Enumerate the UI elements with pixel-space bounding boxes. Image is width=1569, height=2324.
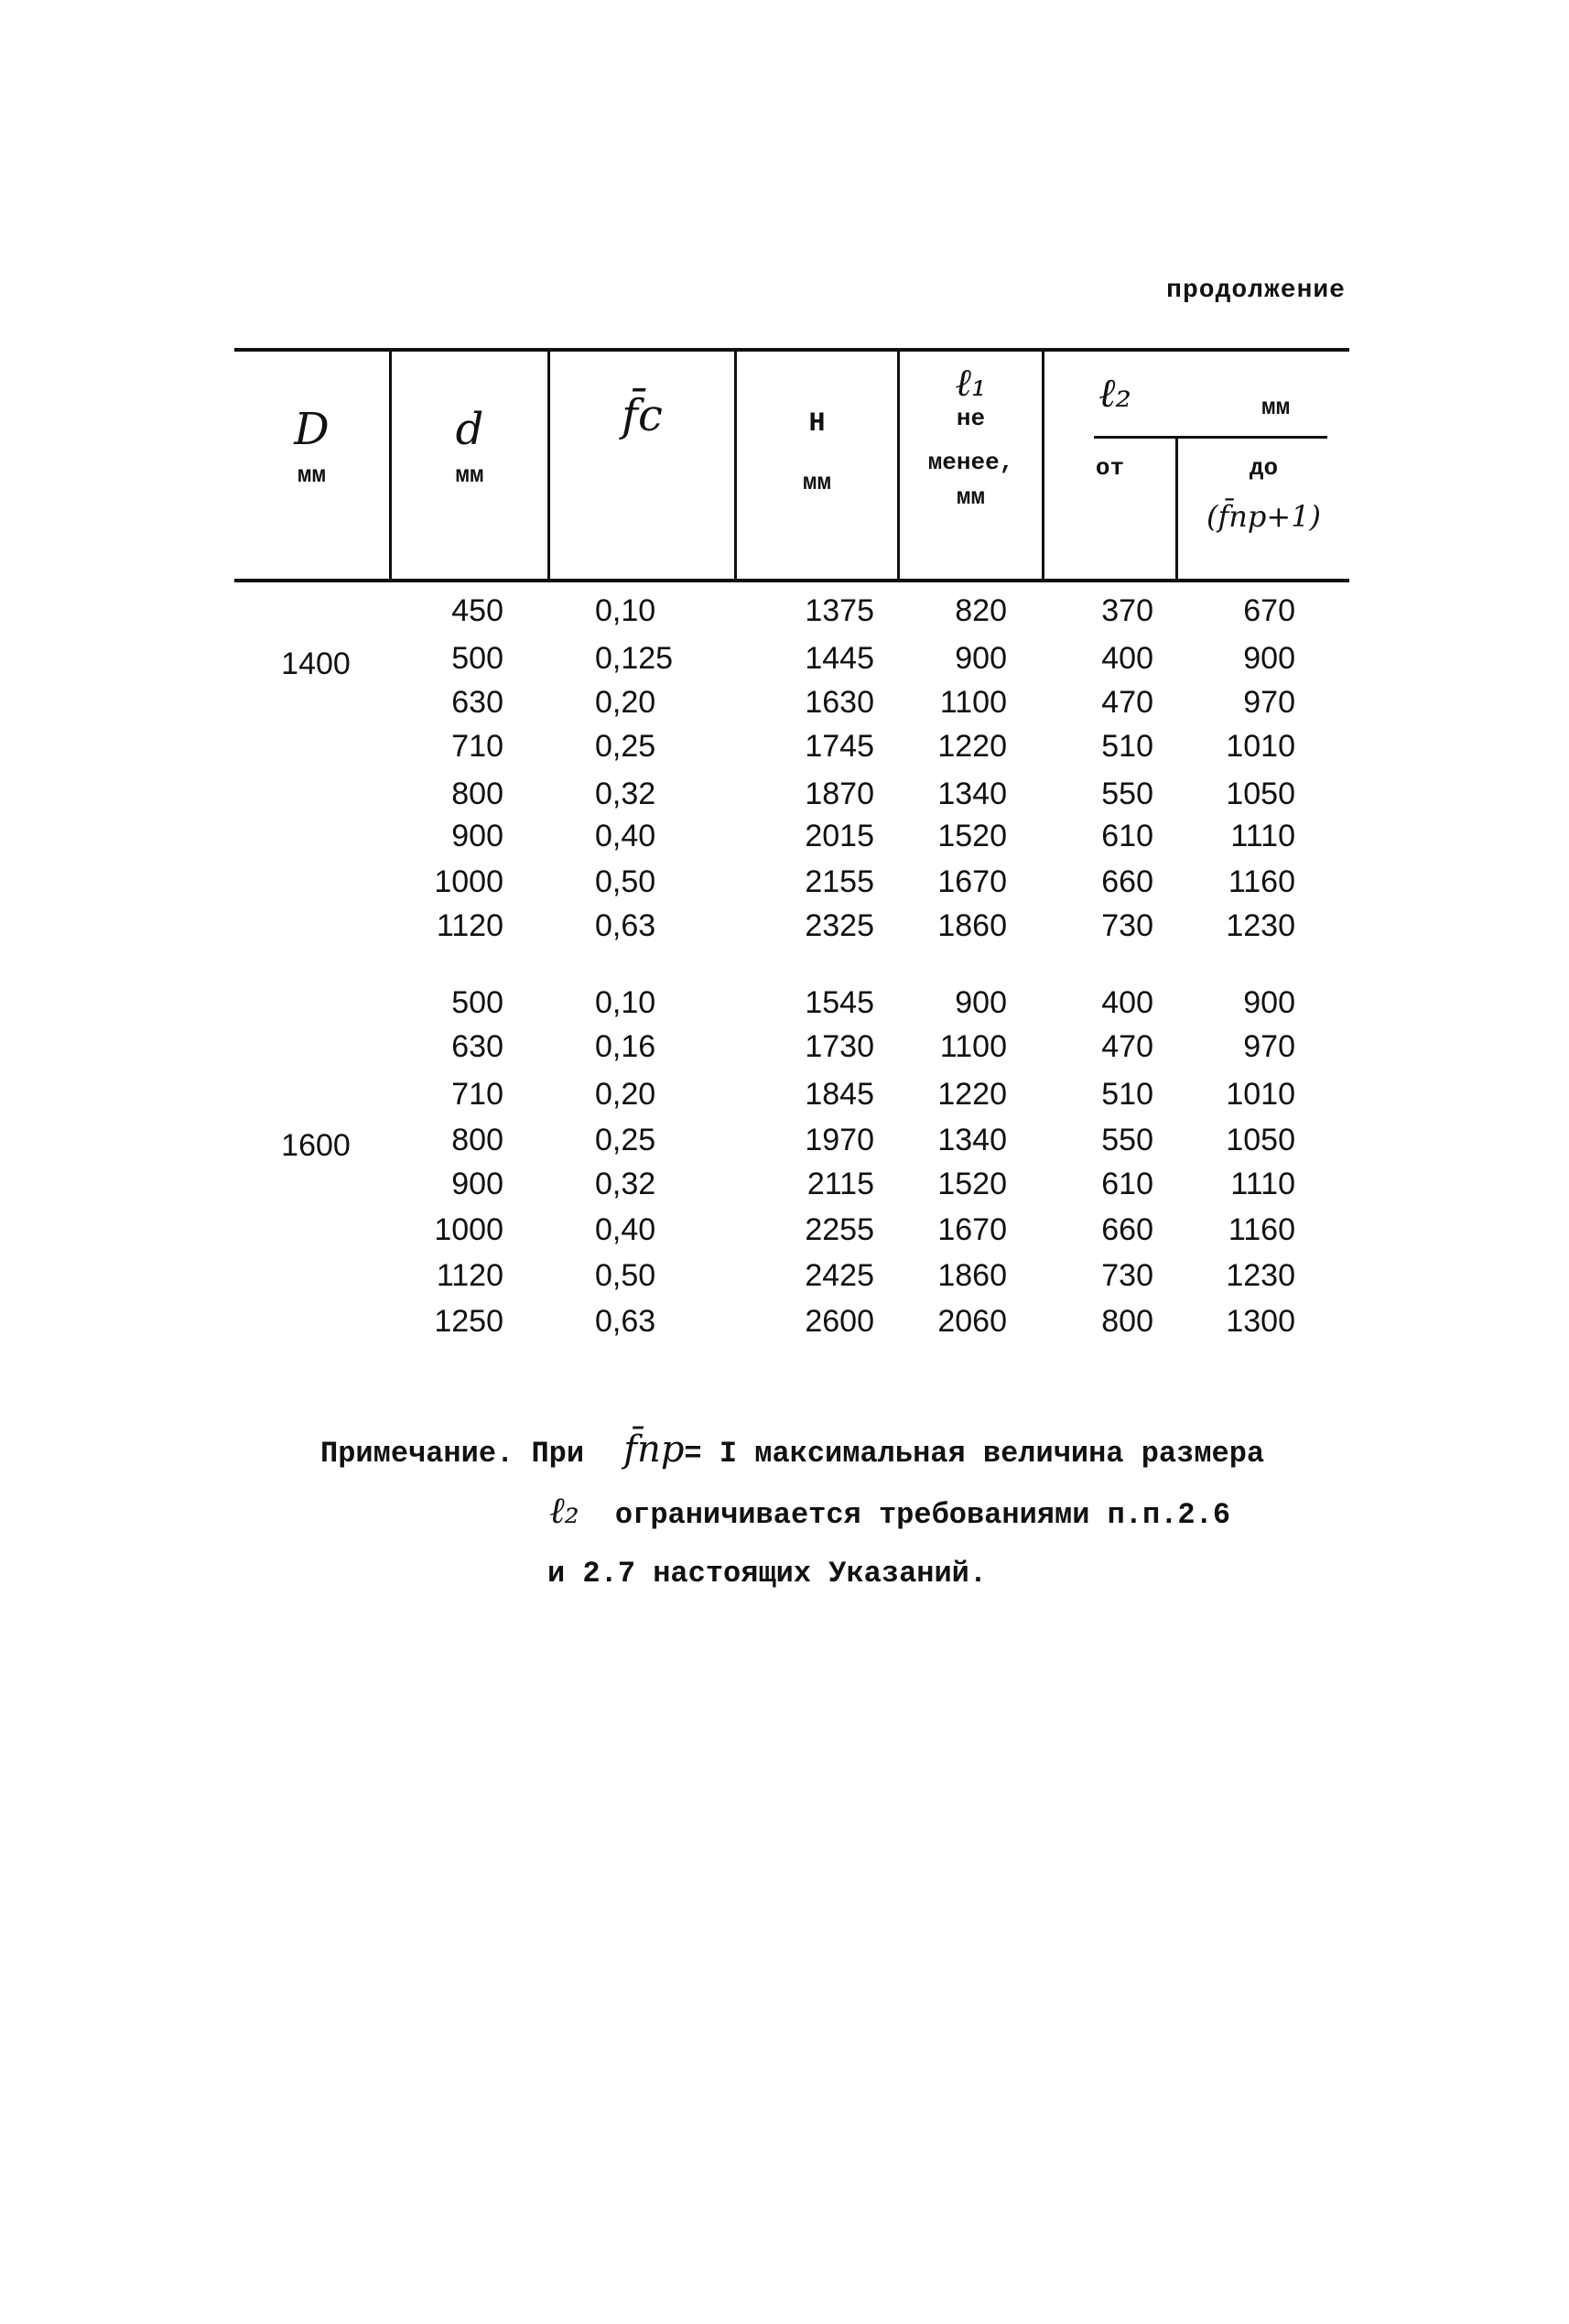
cell-from: 400 [1101, 985, 1153, 1020]
header-l1-line2: менее, [927, 448, 1014, 476]
cell-fc: 0,50 [595, 1258, 656, 1293]
cell-l1: 1860 [937, 908, 1007, 943]
cell-l1: 1860 [937, 1258, 1007, 1293]
cell-from: 730 [1101, 1258, 1153, 1293]
table-top-border [234, 348, 1349, 352]
cell-to: 1300 [1226, 1304, 1295, 1339]
cell-from: 550 [1101, 776, 1153, 811]
l2-subheader-rule [1094, 436, 1327, 439]
cell-l1: 820 [955, 593, 1007, 628]
header-D-unit: мм [297, 462, 327, 489]
cell-d: 710 [451, 729, 503, 764]
cell-d: 1120 [436, 1258, 503, 1293]
header-l2-to-note: (f̄пр+1) [1206, 499, 1322, 534]
cell-H: 2425 [805, 1258, 874, 1293]
cell-H: 1870 [805, 776, 874, 811]
cell-D: 1600 [281, 1128, 351, 1163]
cell-to: 1050 [1226, 1123, 1295, 1157]
cell-from: 550 [1101, 1123, 1153, 1157]
cell-H: 1630 [805, 685, 874, 720]
cell-from: 800 [1101, 1304, 1153, 1339]
table-row [0, 776, 1569, 822]
table-row [0, 1258, 1569, 1304]
table-row [0, 908, 1569, 954]
cell-d: 1000 [434, 864, 503, 899]
table-header-bottom-border [234, 579, 1349, 582]
cell-to: 1050 [1226, 776, 1295, 811]
cell-H: 1445 [805, 641, 874, 676]
cell-to: 970 [1243, 1029, 1295, 1064]
header-l2-symbol: ℓ₂ [1098, 370, 1131, 417]
cell-l1: 1340 [937, 1123, 1007, 1157]
cell-l1: 2060 [937, 1304, 1007, 1339]
cell-to: 1160 [1228, 1212, 1295, 1247]
cell-to: 1010 [1226, 729, 1295, 764]
note-line-2 [549, 1489, 1230, 1532]
column-divider [547, 348, 550, 581]
cell-H: 2115 [806, 1167, 874, 1201]
table-row [0, 1167, 1569, 1212]
cell-to: 1230 [1226, 908, 1295, 943]
header-l2-to: до [1249, 454, 1279, 482]
cell-d: 710 [451, 1077, 503, 1112]
continuation-label: продолжение [1166, 277, 1346, 305]
cell-H: 1375 [805, 593, 874, 628]
header-d-symbol: d [455, 404, 484, 455]
cell-fc: 0,50 [595, 864, 656, 899]
note-line-1-rest: = I максимальная величина размера [684, 1437, 1265, 1471]
cell-d: 500 [451, 641, 503, 676]
cell-l1: 1670 [937, 1212, 1007, 1247]
table-row [0, 985, 1569, 1031]
note-line-1 [320, 1428, 1264, 1471]
header-d-unit: мм [455, 462, 484, 489]
note-symbol-l2: ℓ₂ [549, 1490, 579, 1532]
cell-H: 2325 [805, 908, 874, 943]
cell-d: 800 [451, 776, 503, 811]
cell-l1: 1520 [937, 819, 1007, 853]
cell-l1: 1340 [937, 776, 1007, 811]
table-row [0, 593, 1569, 639]
header-l1-line1: не [956, 405, 986, 433]
cell-fc: 0,32 [595, 776, 656, 811]
cell-to: 900 [1243, 641, 1295, 676]
table-row [0, 819, 1569, 864]
note-symbol-fpr: f̄пр [623, 1428, 685, 1471]
cell-H: 2155 [805, 864, 874, 899]
header-l1-unit: мм [956, 483, 986, 511]
cell-H: 1545 [805, 985, 874, 1020]
cell-to: 1010 [1226, 1077, 1295, 1112]
cell-H: 1730 [805, 1029, 874, 1064]
cell-H: 2255 [805, 1212, 874, 1247]
header-fc [550, 390, 734, 441]
cell-l1: 900 [955, 985, 1007, 1020]
cell-fc: 0,125 [595, 641, 674, 676]
cell-l1: 1670 [937, 864, 1007, 899]
cell-l1: 1220 [937, 1077, 1007, 1112]
cell-from: 470 [1101, 1029, 1153, 1064]
header-l1 [900, 362, 1042, 514]
table-row [0, 685, 1569, 731]
cell-H: 2600 [805, 1304, 874, 1339]
header-H-symbol: H [808, 408, 826, 440]
header-l2-from: от [1095, 454, 1125, 482]
cell-l1: 900 [955, 641, 1007, 676]
table-row [0, 1077, 1569, 1123]
header-D [234, 404, 389, 492]
cell-d: 1250 [434, 1304, 503, 1339]
cell-d: 900 [451, 819, 503, 853]
note-line-3: и 2.7 настоящих Указаний. [547, 1557, 988, 1591]
cell-fc: 0,40 [595, 1212, 656, 1247]
cell-to: 1110 [1230, 1167, 1295, 1201]
cell-l1: 1220 [937, 729, 1007, 764]
header-fc-symbol: f̄c [622, 390, 663, 441]
cell-fc: 0,40 [595, 819, 656, 853]
cell-H: 1745 [805, 729, 874, 764]
cell-d: 800 [451, 1123, 503, 1157]
table-row [0, 1029, 1569, 1075]
header-H [737, 407, 897, 499]
cell-fc: 0,63 [595, 1304, 656, 1339]
cell-fc: 0,20 [595, 685, 656, 720]
header-d [392, 404, 547, 492]
cell-H: 2015 [805, 819, 874, 853]
cell-fc: 0,10 [595, 985, 656, 1020]
cell-d: 630 [451, 685, 503, 720]
cell-fc: 0,10 [595, 593, 656, 628]
cell-to: 900 [1243, 985, 1295, 1020]
note-line-2-rest: ограничивается требованиями п.п.2.6 [614, 1498, 1231, 1532]
cell-H: 1970 [805, 1123, 874, 1157]
cell-from: 610 [1101, 819, 1153, 853]
header-D-symbol: D [294, 404, 330, 455]
table-row [0, 641, 1569, 687]
cell-d: 1000 [434, 1212, 503, 1247]
cell-from: 400 [1101, 641, 1153, 676]
cell-fc: 0,32 [595, 1167, 656, 1201]
cell-fc: 0,20 [595, 1077, 656, 1112]
cell-d: 630 [451, 1029, 503, 1064]
cell-d: 1120 [436, 908, 503, 943]
table-row [0, 729, 1569, 775]
cell-to: 970 [1243, 685, 1295, 720]
cell-fc: 0,25 [595, 1123, 656, 1157]
cell-to: 1160 [1228, 864, 1295, 899]
cell-from: 510 [1101, 1077, 1153, 1112]
cell-fc: 0,63 [595, 908, 656, 943]
table-row [0, 1123, 1569, 1168]
header-l2-unit: мм [1261, 394, 1291, 421]
table-row [0, 1304, 1569, 1350]
cell-l1: 1100 [939, 685, 1007, 720]
cell-d: 450 [451, 593, 503, 628]
cell-from: 470 [1101, 685, 1153, 720]
header-H-unit: мм [802, 469, 832, 496]
header-l1-symbol: ℓ₁ [955, 360, 987, 405]
cell-fc: 0,25 [595, 729, 656, 764]
note-lead: Примечание. При [320, 1437, 585, 1471]
cell-from: 660 [1101, 1212, 1153, 1247]
cell-from: 730 [1101, 908, 1153, 943]
cell-to: 1230 [1226, 1258, 1295, 1293]
cell-d: 500 [451, 985, 503, 1020]
table-row [0, 1212, 1569, 1258]
cell-to: 670 [1243, 593, 1295, 628]
cell-l1: 1520 [937, 1167, 1007, 1201]
cell-D: 1400 [281, 646, 351, 681]
cell-l1: 1100 [939, 1029, 1007, 1064]
cell-from: 610 [1101, 1167, 1153, 1201]
cell-from: 370 [1101, 593, 1153, 628]
table-row [0, 864, 1569, 910]
cell-H: 1845 [805, 1077, 874, 1112]
cell-from: 510 [1101, 729, 1153, 764]
cell-from: 660 [1101, 864, 1153, 899]
cell-fc: 0,16 [595, 1029, 656, 1064]
cell-d: 900 [451, 1167, 503, 1201]
cell-to: 1110 [1230, 819, 1295, 853]
